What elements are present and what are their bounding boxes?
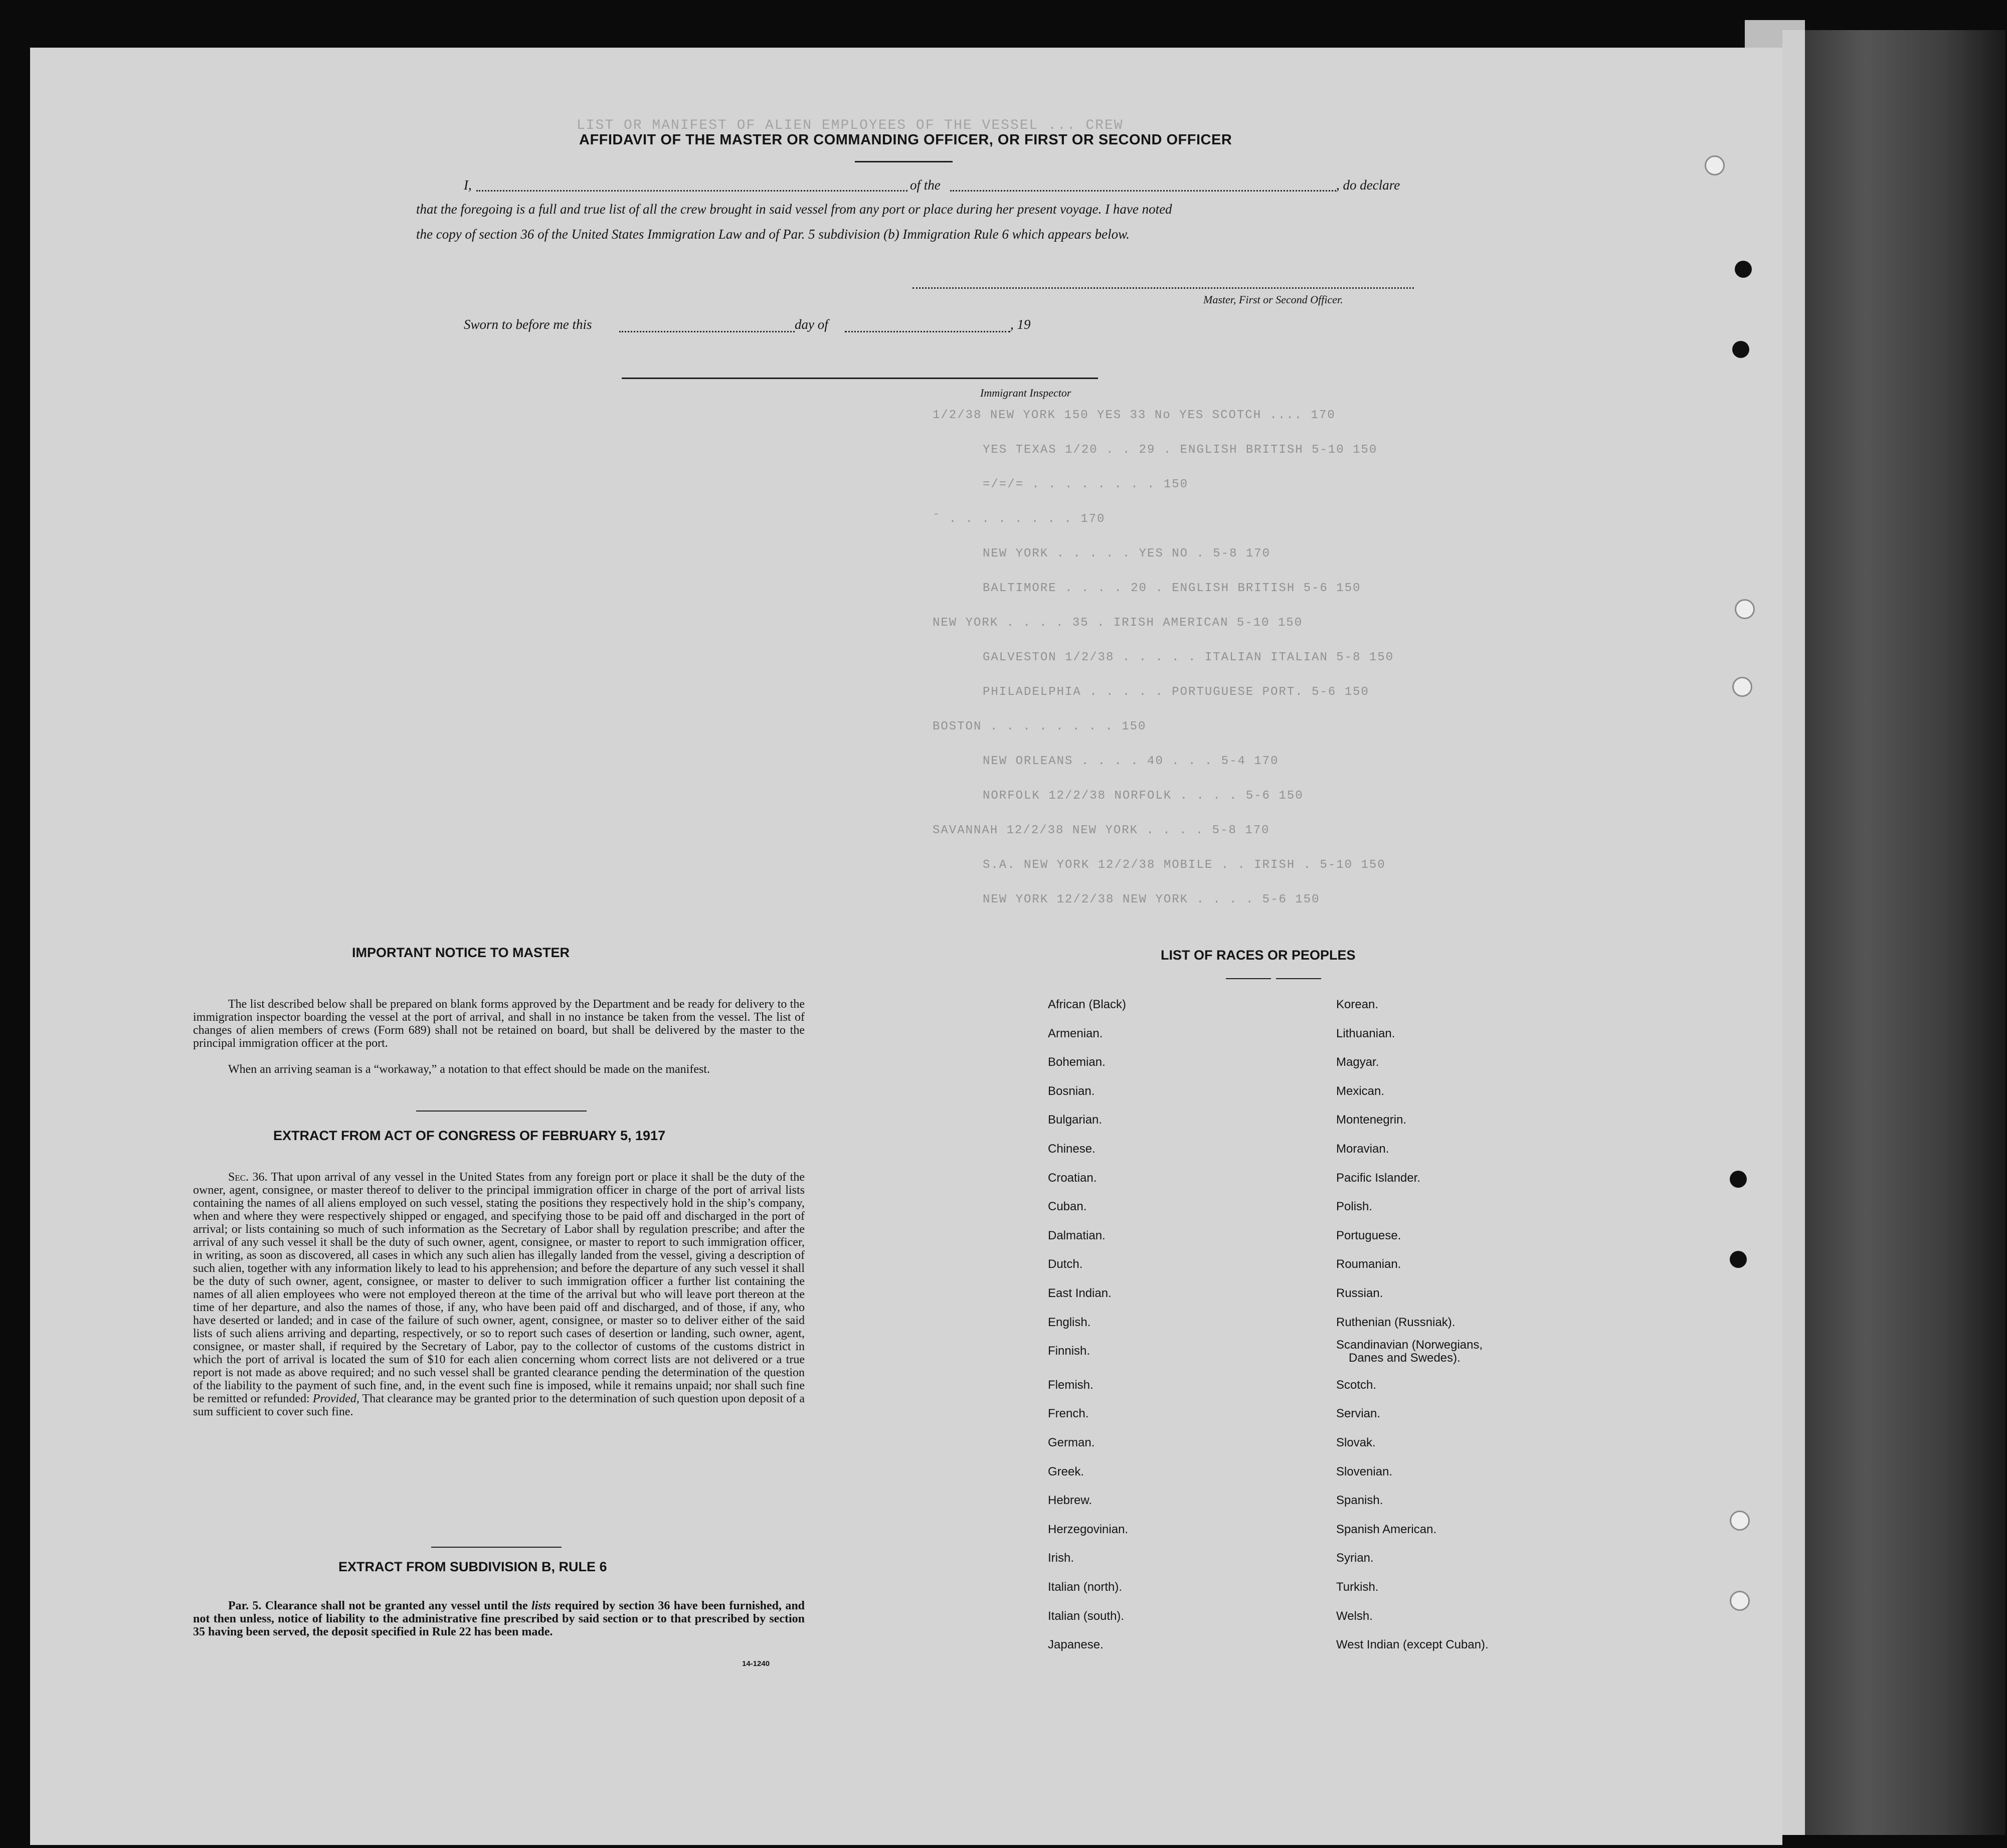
name-blank[interactable] [476,190,907,192]
race-item: Herzegovinian. [1048,1523,1129,1536]
race-item: Roumanian. [1336,1257,1401,1271]
race-item: Russian. [1336,1286,1383,1300]
race-item: Croatian. [1048,1171,1097,1185]
race-item: Greek. [1048,1465,1084,1479]
race-item: French. [1048,1407,1089,1420]
race-item: Polish. [1336,1200,1373,1213]
sworn-day-blank[interactable] [619,331,795,332]
race-item: Slovak. [1336,1436,1376,1449]
affidavit-title: AFFIDAVIT OF THE MASTER OR COMMANDING OFFICER, OR FIRST OR SECOND OFFICER [579,132,1232,148]
race-item: Dutch. [1048,1257,1083,1271]
race-item: Montenegrin. [1336,1113,1407,1127]
bleed-row: GALVESTON 1/2/38 . . . . . ITALIAN ITALIAN 5-8 150 [983,651,1394,664]
bleed-row: NEW YORK . . . . . YES NO . 5-8 170 [983,547,1271,561]
background-shadow [1805,30,2005,1835]
punch-hole [1730,1171,1747,1188]
act-divider [431,1547,562,1548]
race-item: West Indian (except Cuban). [1336,1638,1489,1651]
races-divider-left [1226,978,1271,979]
race-item: Italian (north). [1048,1580,1123,1594]
affidavit-i: I, [464,177,472,193]
affidavit-line-2: that the foregoing is a full and true list of all the crew brought in said vessel from any port or place during her present voyage. I have noted [416,202,1172,217]
race-item: East Indian. [1048,1286,1112,1300]
race-item: Cuban. [1048,1200,1087,1213]
punch-hole [1730,1251,1747,1268]
sec-36-label: Sec. 36. [228,1171,268,1184]
race-item: Magyar. [1336,1055,1379,1069]
bleed-row: ˆ . . . . . . . . 170 [933,512,1106,526]
form-number: 14-1240 [742,1659,770,1668]
notice-divider [416,1111,587,1112]
bleed-row: NEW YORK 12/2/38 NEW YORK . . . . 5-6 150 [983,893,1320,906]
race-item: Portuguese. [1336,1229,1401,1242]
race-item: Irish. [1048,1551,1074,1565]
race-item: English. [1048,1316,1091,1329]
race-item: Welsh. [1336,1609,1373,1623]
race-item: Spanish American. [1336,1523,1437,1536]
par-5-end: required by section 36 have been furnished, and not then unless, notice of liability to the administrative fine prescribed by said section or to that prescribed by section 35 having been served, the deposit specified in Rule 22 has been made. [193,1599,805,1638]
par-5-start: Par. 5. Clearance shall not be granted any vessel until the [228,1599,528,1612]
bleed-row: 1/2/38 NEW YORK 150 YES 33 No YES SCOTCH .... 170 [933,409,1336,422]
bleed-row: SAVANNAH 12/2/38 NEW YORK . . . . 5-8 170 [933,824,1270,837]
race-item: Bulgarian. [1048,1113,1103,1127]
sworn-label: Sworn to before me this [464,317,592,332]
race-item: Japanese. [1048,1638,1104,1651]
race-item: Scandinavian (Norwegians, [1336,1338,1483,1352]
punch-hole [1735,599,1755,619]
bleed-row: =/=/= . . . . . . . . 150 [983,478,1189,491]
bleed-row: NORFOLK 12/2/38 NORFOLK . . . . 5-6 150 [983,789,1304,803]
race-item-continuation: Danes and Swedes). [1349,1351,1461,1365]
punch-hole [1730,1591,1750,1611]
race-item: Spanish. [1336,1494,1383,1507]
race-item: Servian. [1336,1407,1381,1420]
title-divider [855,161,953,162]
affidavit-declare: , do declare [1336,177,1400,193]
affidavit-of-the: of the [910,177,941,193]
race-item: Armenian. [1048,1027,1103,1040]
race-item: Dalmatian. [1048,1229,1106,1242]
act-extract-title: EXTRACT FROM ACT OF CONGRESS OF FEBRUARY 5, 1917 [273,1128,666,1143]
race-item: Flemish. [1048,1378,1093,1392]
bleed-header: LIST OR MANIFEST OF ALIEN EMPLOYEES OF THE VESSEL ... CREW [577,118,1124,133]
rule-extract-title: EXTRACT FROM SUBDIVISION B, RULE 6 [338,1559,607,1574]
race-item: African (Black) [1048,998,1127,1011]
vessel-blank[interactable] [950,190,1336,192]
punch-hole [1735,261,1752,278]
races-divider-right [1276,978,1321,979]
inspector-caption: Immigrant Inspector [980,387,1071,399]
race-item: Hebrew. [1048,1494,1092,1507]
race-item: Ruthenian (Russniak). [1336,1316,1455,1329]
race-item: Bohemian. [1048,1055,1106,1069]
punch-hole [1705,155,1725,175]
race-item: Korean. [1336,998,1379,1011]
race-item: Italian (south). [1048,1609,1125,1623]
bleed-row: BOSTON . . . . . . . . 150 [933,720,1147,733]
race-item: German. [1048,1436,1095,1449]
notice-paragraph-2: When an arriving seaman is a “workaway,” a notation to that effect should be made on the manifest. [228,1063,710,1076]
race-item: Chinese. [1048,1142,1096,1156]
bleed-row: PHILADELPHIA . . . . . PORTUGUESE PORT. 5-6 150 [983,685,1369,699]
race-item: Syrian. [1336,1551,1374,1565]
bleed-row: YES TEXAS 1/20 . . 29 . ENGLISH BRITISH 5-10 150 [983,443,1378,457]
race-item: Slovenian. [1336,1465,1393,1479]
sec-36-ending: That clearance may be granted prior to the determination of such question upon deposit of a sum sufficient to cover such fine. [193,1392,805,1418]
rule-extract-text [193,1599,805,1638]
sworn-month-blank[interactable] [845,331,1010,332]
race-item: Scotch. [1336,1378,1377,1392]
notice-title: IMPORTANT NOTICE TO MASTER [352,945,570,960]
affidavit-line-3: the copy of section 36 of the United States Immigration Law and of Par. 5 subdivision (b) Immigration Rule 6 which appears below. [416,227,1130,242]
lists-word: lists [531,1599,551,1612]
underlying-page-edge-2 [1782,30,1805,1835]
race-item: Moravian. [1336,1142,1389,1156]
bleed-row: S.A. NEW YORK 12/2/38 MOBILE . . IRISH . 5-10 150 [983,858,1386,872]
race-item: Finnish. [1048,1344,1090,1358]
notice-paragraph-1: The list described below shall be prepared on blank forms approved by the Department and be ready for delivery to the immigration inspector boarding the vessel at the port of arrival, and shall in no instance be taken from the vessel. The list of changes of alien members of crews (Form 689) shall not be retained on board, but shall be delivered by the master to the principal immigration officer at the port. [193,998,805,1050]
manifest-back-page [30,48,1782,1845]
master-signature-line[interactable] [913,287,1414,289]
day-of-label: day of [795,317,828,332]
race-item: Turkish. [1336,1580,1379,1594]
inspector-signature-line[interactable] [622,378,1098,379]
race-item: Bosnian. [1048,1084,1095,1098]
punch-hole [1732,677,1752,697]
year-label: , 19 [1010,317,1031,332]
sec-36-body: That upon arrival of any vessel in the United States from any foreign port or place it shall be the duty of the owner, agent, consignee, or master thereof to deliver to the principal immigration officer in charge of the port of arrival lists containing the names of all aliens employed on such vessel, stating the positions they respectively hold in the ship’s company, when and where they were respectively shipped or engaged, and specifying those to be paid off and discharged in the port of arrival; or lists containing so much of such information as the Secretary of Labor shall by regulation prescribe; and after the arrival of any such vessel it shall be the duty of such owner, agent, consignee, or master to report to such immigration officer, in writing, as soon as discovered, all cases in which any such alien has illegally landed from the vessel, giving a description of such alien, together with any information likely to lead to his apprehension; and before the departure of any such vessel it shall be the duty of such owner, agent, consignee, or master to deliver to such immigration officer a further list containing the names of all alien employees who were not employed thereon at the time of the arrival but who will leave port thereon at the time of her departure, and also the names of those, if any, who have been paid off and discharged, and of those, if any, who have deserted or landed; and in case of the failure of such owner, agent, consignee, or master so to deliver either of the said lists of such aliens arriving and departing, respectively, or so to report such cases of desertion or landing, such owner, agent, consignee, or master shall, if required by the Secretary of Labor, pay to the collector of customs of the customs district in which the port of arrival is located the sum of $10 for each alien concerning whom correct lists are not delivered or a true report is not made as above required; and no such vessel shall be granted clearance pending the determination of the question of the liability to the payment of such fine, and, in the event such fine is imposed, while it remains unpaid; nor shall such fine be remitted or refunded: [193,1171,805,1405]
bleed-row: BALTIMORE . . . . 20 . ENGLISH BRITISH 5-6 150 [983,582,1361,595]
race-item: Pacific Islander. [1336,1171,1421,1185]
bleed-row: NEW YORK . . . . 35 . IRISH AMERICAN 5-10 150 [933,616,1303,630]
punch-hole [1732,341,1749,358]
act-extract-text [193,1171,805,1418]
bleed-row: NEW ORLEANS . . . . 40 . . . 5-4 170 [983,755,1279,768]
provided-word: Provided, [312,1392,359,1405]
master-caption: Master, First or Second Officer. [1203,293,1343,306]
race-item: Lithuanian. [1336,1027,1395,1040]
races-title: LIST OF RACES OR PEOPLES [1161,948,1356,963]
race-item: Mexican. [1336,1084,1385,1098]
punch-hole [1730,1511,1750,1531]
